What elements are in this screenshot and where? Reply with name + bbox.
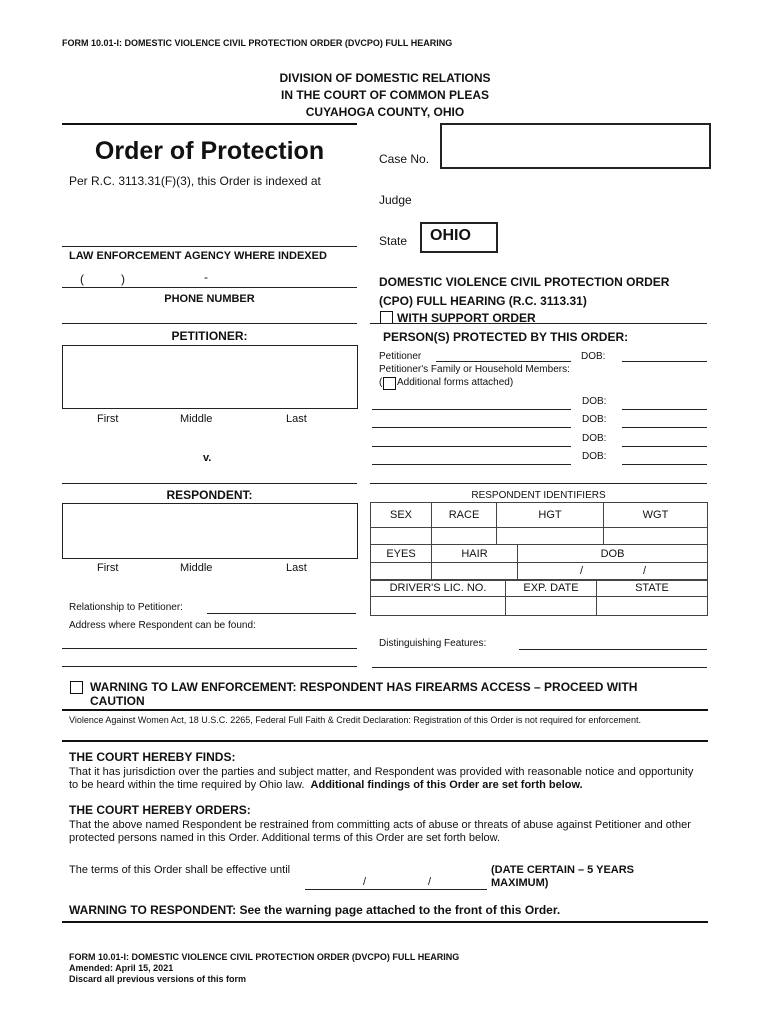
identifiers-divider [370, 483, 707, 484]
id-wgt-header: WGT [604, 503, 708, 528]
address-label: Address where Respondent can be found: [69, 620, 256, 631]
court-line-2: IN THE COURT OF COMMON PLEAS [281, 88, 489, 102]
court-heading [185, 70, 585, 121]
id-eyes-header: EYES [371, 545, 432, 563]
respondent-name-field[interactable] [62, 503, 358, 559]
protected-petitioner-dob-line [622, 361, 707, 362]
family-dob-line-2 [622, 427, 707, 428]
respondent-last-label: Last [286, 562, 307, 574]
relationship-label: Relationship to Petitioner: [69, 602, 183, 613]
family-dob-line-3 [622, 446, 707, 447]
indexed-text: Per R.C. 3113.31(F)(3), this Order is indexed at [69, 174, 321, 188]
firearms-warning: WARNING TO LAW ENFORCEMENT: RESPONDENT HAS FIREARMS ACCESS – PROCEED WITH CAUTION [90, 680, 638, 708]
respondent-middle-label: Middle [180, 562, 213, 574]
identifiers-table-1 [370, 502, 708, 545]
protected-petitioner-label: Petitioner [379, 351, 422, 362]
effective-date-line[interactable] [305, 889, 487, 890]
family-dob-label-2: DOB: [582, 414, 607, 425]
vawa-text: Violence Against Women Act, 18 U.S.C. 2265, Federal Full Faith & Credit Declaration: Registration of this Order is not required for enforcement. [69, 715, 641, 725]
versus: v. [203, 452, 212, 464]
petitioner-first-label: First [97, 413, 119, 425]
case-no-label: Case No. [379, 152, 430, 166]
additional-forms-label: Additional forms attached) [397, 377, 514, 388]
effective-note-line-2: MAXIMUM) [491, 877, 549, 889]
id-dob-header: DOB [518, 545, 708, 563]
order-type-line-1: DOMESTIC VIOLENCE CIVIL PROTECTION ORDER [379, 275, 670, 289]
id-exp-date-value[interactable] [506, 597, 597, 616]
family-name-line-1 [372, 409, 571, 410]
judge-label: Judge [379, 193, 412, 207]
footer-line-2: Amended: April 15, 2021 [69, 963, 174, 973]
additional-forms-open: ( [379, 377, 383, 388]
family-label: Petitioner's Family or Household Members: [379, 364, 570, 375]
protected-heading: PERSON(S) PROTECTED BY THIS ORDER: [383, 330, 629, 344]
footer-line-3: Discard all previous versions of this form [69, 974, 247, 984]
effective-date-sep-2: / [428, 876, 432, 888]
orders-text: That the above named Respondent be restrained from committing acts of abuse or threats of abuse against Petitioner and other protected persons named in this Order. Additional terms of this Order are set forth below. [69, 819, 691, 844]
address-line-2 [62, 666, 357, 667]
id-license-value[interactable] [371, 597, 506, 616]
respondent-warning: WARNING TO RESPONDENT: See the warning page attached to the front of this Order. [69, 903, 561, 917]
id-hgt-header: HGT [497, 503, 604, 528]
id-hair-value[interactable] [432, 563, 518, 581]
divider-vawa-top [62, 709, 708, 711]
family-name-line-4 [372, 464, 571, 465]
order-type [379, 273, 669, 311]
phone-dash: - [204, 270, 208, 284]
petitioner-middle-label: Middle [180, 413, 213, 425]
finds-bold-text: Additional findings of this Order are set forth below. [310, 779, 583, 791]
agency-line [62, 246, 357, 247]
protected-petitioner-dob-label: DOB: [581, 351, 606, 362]
finds-paragraph [69, 766, 694, 792]
petitioner-heading: PETITIONER: [171, 329, 248, 343]
family-dob-line-4 [622, 464, 707, 465]
divider-bottom [62, 921, 708, 923]
phone-label: PHONE NUMBER [164, 293, 255, 305]
family-name-line-3 [372, 446, 571, 447]
features-line-2 [372, 667, 707, 668]
id-dob-sep-2: / [643, 565, 647, 577]
case-no-field[interactable] [440, 123, 711, 169]
id-race-header: RACE [432, 503, 497, 528]
court-line-1: DIVISION OF DOMESTIC RELATIONS [279, 71, 491, 85]
petitioner-divider [62, 323, 357, 324]
support-order-label: WITH SUPPORT ORDER [397, 311, 536, 325]
page-title: Order of Protection [94, 137, 325, 165]
address-line-1 [62, 648, 357, 649]
petitioner-name-field[interactable] [62, 345, 358, 409]
respondent-first-label: First [97, 562, 119, 574]
agency-label: LAW ENFORCEMENT AGENCY WHERE INDEXED [69, 250, 327, 262]
effective-note-line-1: (DATE CERTAIN – 5 YEARS [491, 864, 635, 876]
features-label: Distinguishing Features: [379, 638, 487, 649]
state-label: State [379, 234, 408, 248]
identifiers-table-3 [370, 579, 708, 616]
id-hair-header: HAIR [432, 545, 518, 563]
family-name-line-2 [372, 427, 571, 428]
firearms-warning-checkbox[interactable] [70, 681, 83, 694]
identifiers-heading: RESPONDENT IDENTIFIERS [471, 490, 606, 501]
id-race-value[interactable] [432, 528, 497, 545]
respondent-heading: RESPONDENT: [166, 488, 253, 502]
id-hgt-value[interactable] [497, 528, 604, 545]
effective-note [491, 864, 634, 890]
id-eyes-value[interactable] [371, 563, 432, 581]
phone-line [62, 287, 357, 288]
id-sex-header: SEX [371, 503, 432, 528]
orders-heading: THE COURT HEREBY ORDERS: [69, 803, 251, 817]
additional-forms-checkbox[interactable] [383, 377, 396, 390]
effective-label: The terms of this Order shall be effective until [69, 864, 291, 876]
footer [69, 952, 459, 985]
footer-line-1: FORM 10.01-I: DOMESTIC VIOLENCE CIVIL PROTECTION ORDER (DVCPO) FULL HEARING [69, 952, 460, 962]
divider-vawa-bottom [62, 740, 708, 742]
family-dob-label-4: DOB: [582, 451, 607, 462]
identifiers-table-2 [370, 544, 708, 581]
finds-text: That it has jurisdiction over the parties and subject matter, and Respondent was provided with reasonable notice and opportunity to be heard within the time required by Ohio law. [69, 766, 694, 791]
petitioner-last-label: Last [286, 413, 307, 425]
order-type-line-2: (CPO) FULL HEARING (R.C. 3113.31) [379, 294, 587, 308]
finds-heading: THE COURT HEREBY FINDS: [69, 750, 236, 764]
features-line-1 [519, 649, 707, 650]
divider-top [62, 123, 357, 125]
phone-area-open: ( [80, 272, 84, 286]
id-state-value[interactable] [597, 597, 708, 616]
state-value: OHIO [430, 227, 471, 244]
id-dob-value[interactable] [518, 563, 708, 581]
court-line-3: CUYAHOGA COUNTY, OHIO [305, 105, 465, 119]
id-exp-date-header: EXP. DATE [506, 580, 597, 597]
family-dob-label-3: DOB: [582, 433, 607, 444]
protected-petitioner-line [436, 361, 571, 362]
effective-date-sep-1: / [363, 876, 367, 888]
form-header: FORM 10.01-I: DOMESTIC VIOLENCE CIVIL PROTECTION ORDER (DVCPO) FULL HEARING [62, 38, 453, 48]
id-license-header: DRIVER'S LIC. NO. [371, 580, 506, 597]
family-dob-label-1: DOB: [582, 396, 607, 407]
respondent-divider [62, 483, 357, 484]
protected-divider [370, 323, 707, 324]
phone-area-close: ) [121, 272, 125, 286]
id-state-header: STATE [597, 580, 708, 597]
id-sex-value[interactable] [371, 528, 432, 545]
relationship-line [207, 613, 356, 614]
id-wgt-value[interactable] [604, 528, 708, 545]
id-dob-sep-1: / [580, 565, 584, 577]
family-dob-line-1 [622, 409, 707, 410]
